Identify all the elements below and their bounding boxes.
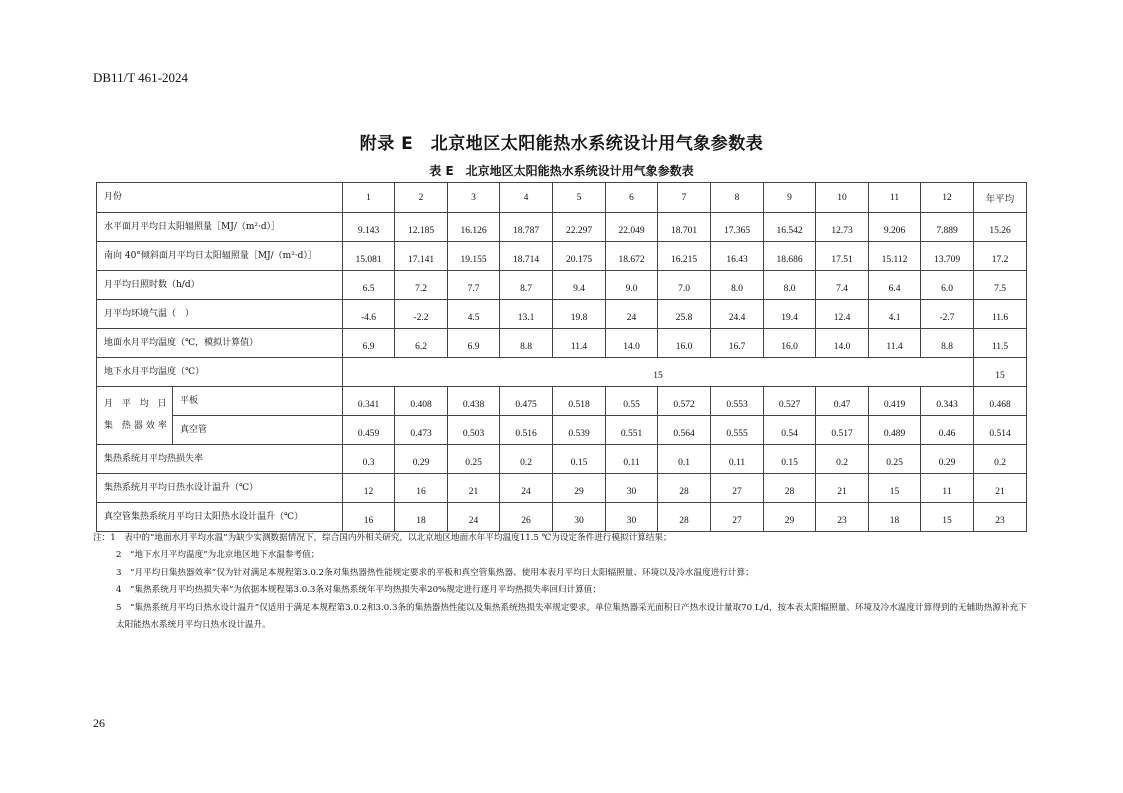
annual-header: 年平均 (974, 183, 1027, 213)
value-cell: 24 (448, 503, 500, 532)
value-cell: 0.516 (500, 416, 553, 445)
month-cell: 11 (869, 183, 921, 213)
value-cell: 24 (606, 300, 658, 329)
value-cell: 0.343 (921, 387, 974, 416)
value-cell: 28 (658, 474, 711, 503)
value-cell: 19.155 (448, 242, 500, 271)
climate-parameter-table (96, 182, 1027, 532)
month-cell: 3 (448, 183, 500, 213)
value-cell: 0.54 (764, 416, 816, 445)
month-cell: 5 (553, 183, 606, 213)
value-cell: 0.539 (553, 416, 606, 445)
row-label: 地面水月平均温度（℃，模拟计算值） (97, 329, 343, 358)
flat-plate-label: 平板 (173, 387, 343, 416)
value-cell: 16.542 (764, 213, 816, 242)
value-cell: 0.3 (343, 445, 395, 474)
table-row (97, 242, 1027, 271)
value-cell: 0.503 (448, 416, 500, 445)
value-cell: 13.709 (921, 242, 974, 271)
table-row (97, 416, 1027, 445)
value-cell: 22.297 (553, 213, 606, 242)
value-cell: 13.1 (500, 300, 553, 329)
table-row (97, 474, 1027, 503)
value-cell: 16.43 (711, 242, 764, 271)
value-cell: 0.473 (395, 416, 448, 445)
table-caption: 表 E 北京地区太阳能热水系统设计用气象参数表 (429, 164, 694, 178)
value-cell: 14.0 (606, 329, 658, 358)
value-cell: 30 (606, 503, 658, 532)
value-cell: 0.341 (343, 387, 395, 416)
row-label: 南向 40°倾斜面月平均日太阳辐照量［MJ/（m²·d）］ (97, 242, 343, 271)
value-cell: 0.11 (606, 445, 658, 474)
value-cell: 6.0 (921, 271, 974, 300)
row-label: 月平均环境气温（ ） (97, 300, 343, 329)
value-cell: 8.8 (500, 329, 553, 358)
row-label: 水平面月平均日太阳辐照量［MJ/（m²·d）］ (97, 213, 343, 242)
value-cell: 18 (869, 503, 921, 532)
value-cell: 30 (553, 503, 606, 532)
value-cell: 11.4 (869, 329, 921, 358)
value-cell: 6.2 (395, 329, 448, 358)
value-cell: 24 (500, 474, 553, 503)
value-cell: 18.701 (658, 213, 711, 242)
month-cell: 2 (395, 183, 448, 213)
month-cell: 8 (711, 183, 764, 213)
value-cell: 0.1 (658, 445, 711, 474)
value-cell: 25.8 (658, 300, 711, 329)
value-cell: 0.527 (764, 387, 816, 416)
annual-value-cell: 17.2 (974, 242, 1027, 271)
value-cell: 0.564 (658, 416, 711, 445)
value-cell: 12.73 (816, 213, 869, 242)
collector-efficiency-label: 月 平 均 日 集 热器效率 (97, 387, 173, 445)
note-5: 5 “集热系统月平均日热水设计温升”仅适用于满足本规程第3.0.2和3.0.3条的集热器热性能以及集热系统热损失率规定要求，单位集热器采光面积日产热水设计量取70 L/d，按本表太阳辐照量、环境及冷水温度计算得到的无辅助热源补充下太阳能热水系统月平均日热水设计温升。 (116, 602, 1027, 631)
month-cell: 7 (658, 183, 711, 213)
value-cell: 9.143 (343, 213, 395, 242)
value-cell: 4.1 (869, 300, 921, 329)
annual-value-cell: 23 (974, 503, 1027, 532)
page-number: 26 (93, 716, 105, 730)
annual-value-cell: 21 (974, 474, 1027, 503)
value-cell: 28 (764, 474, 816, 503)
value-cell: 0.572 (658, 387, 711, 416)
value-cell: -4.6 (343, 300, 395, 329)
value-cell: 7.0 (658, 271, 711, 300)
value-cell: 0.46 (921, 416, 974, 445)
value-cell: 23 (816, 503, 869, 532)
value-cell: 0.29 (395, 445, 448, 474)
value-cell: 0.55 (606, 387, 658, 416)
value-cell: 9.206 (869, 213, 921, 242)
value-cell: 7.7 (448, 271, 500, 300)
value-cell: 27 (711, 503, 764, 532)
value-cell: 16.0 (658, 329, 711, 358)
value-cell: 4.5 (448, 300, 500, 329)
value-cell: 21 (816, 474, 869, 503)
value-cell: 0.15 (553, 445, 606, 474)
value-cell: 14.0 (816, 329, 869, 358)
value-cell: 8.0 (711, 271, 764, 300)
value-cell: 0.15 (764, 445, 816, 474)
value-cell: 15.081 (343, 242, 395, 271)
value-cell: 18.672 (606, 242, 658, 271)
annual-value-cell: 11.5 (974, 329, 1027, 358)
month-cell: 9 (764, 183, 816, 213)
value-cell: 15 (869, 474, 921, 503)
value-cell: -2.7 (921, 300, 974, 329)
value-cell: 11 (921, 474, 974, 503)
table-row (97, 271, 1027, 300)
value-cell: 17.365 (711, 213, 764, 242)
value-cell: 29 (764, 503, 816, 532)
value-cell: 17.141 (395, 242, 448, 271)
table-row (97, 329, 1027, 358)
value-cell: 17.51 (816, 242, 869, 271)
annual-value-cell: 15 (974, 358, 1027, 387)
value-cell: 8.8 (921, 329, 974, 358)
value-cell: 9.0 (606, 271, 658, 300)
annual-value-cell: 0.468 (974, 387, 1027, 416)
value-cell: 0.518 (553, 387, 606, 416)
value-cell: 16.215 (658, 242, 711, 271)
table-row (97, 213, 1027, 242)
value-cell: 12 (343, 474, 395, 503)
table-row (97, 503, 1027, 532)
value-cell: 16.0 (764, 329, 816, 358)
value-cell: 8.7 (500, 271, 553, 300)
row-label: 月平均日照时数（h/d） (97, 271, 343, 300)
value-cell: 16.7 (711, 329, 764, 358)
value-cell: 12.4 (816, 300, 869, 329)
value-cell: 8.0 (764, 271, 816, 300)
annual-value-cell: 11.6 (974, 300, 1027, 329)
value-cell: 9.4 (553, 271, 606, 300)
value-cell: 16 (343, 503, 395, 532)
value-cell: 0.2 (500, 445, 553, 474)
value-cell: 0.408 (395, 387, 448, 416)
table-row (97, 387, 1027, 416)
value-cell: 7.889 (921, 213, 974, 242)
value-cell: 18.714 (500, 242, 553, 271)
value-cell: 29 (553, 474, 606, 503)
value-cell: 0.459 (343, 416, 395, 445)
value-cell: 0.25 (448, 445, 500, 474)
annual-value-cell: 7.5 (974, 271, 1027, 300)
month-cell: 4 (500, 183, 553, 213)
annual-value-cell: 15.26 (974, 213, 1027, 242)
value-cell: 12.185 (395, 213, 448, 242)
value-cell: 6.9 (343, 329, 395, 358)
month-header: 月份 (97, 183, 343, 213)
note-1: 注：1 表中的“地面水月平均水温”为缺少实测数据情况下，综合国内外相关研究，以北京地区地面水年平均温度11.5 ℃为设定条件进行模拟计算结果； (93, 533, 672, 543)
month-cell: 1 (343, 183, 395, 213)
value-cell: 0.2 (816, 445, 869, 474)
row-label: 真空管集热系统月平均日太阳热水设计温升（℃） (97, 503, 343, 532)
value-cell: 20.175 (553, 242, 606, 271)
table-row (97, 300, 1027, 329)
value-cell: 19.4 (764, 300, 816, 329)
table-row (97, 358, 1027, 387)
month-cell: 10 (816, 183, 869, 213)
value-cell: 6.5 (343, 271, 395, 300)
value-cell: 0.553 (711, 387, 764, 416)
value-cell: 7.4 (816, 271, 869, 300)
value-cell: 6.9 (448, 329, 500, 358)
value-cell: 0.438 (448, 387, 500, 416)
value-cell: 0.555 (711, 416, 764, 445)
value-cell: 0.517 (816, 416, 869, 445)
value-cell: 18 (395, 503, 448, 532)
note-4: 4 “集热系统月平均热损失率”为依据本规程第3.0.3条对集热系统年平均热损失率20%规定进行逐月平均热损失率回归计算值； (116, 585, 601, 596)
value-cell: 0.11 (711, 445, 764, 474)
value-cell: 16 (395, 474, 448, 503)
value-cell: 0.489 (869, 416, 921, 445)
value-cell: 0.475 (500, 387, 553, 416)
value-cell: 0.419 (869, 387, 921, 416)
value-cell: 22.049 (606, 213, 658, 242)
value-cell: 11.4 (553, 329, 606, 358)
note-2: 2 “地下水月平均温度”为北京地区地下水温参考值； (116, 550, 320, 561)
value-cell: -2.2 (395, 300, 448, 329)
merged-value-cell: 15 (343, 358, 974, 387)
month-cell: 6 (606, 183, 658, 213)
value-cell: 0.29 (921, 445, 974, 474)
row-label: 集热系统月平均热损失率 (97, 445, 343, 474)
value-cell: 7.2 (395, 271, 448, 300)
value-cell: 18.686 (764, 242, 816, 271)
standard-code: DB11/T 461-2024 (93, 70, 188, 85)
value-cell: 28 (658, 503, 711, 532)
value-cell: 0.551 (606, 416, 658, 445)
table-notes (93, 530, 1028, 634)
value-cell: 21 (448, 474, 500, 503)
value-cell: 26 (500, 503, 553, 532)
value-cell: 27 (711, 474, 764, 503)
value-cell: 15.112 (869, 242, 921, 271)
row-label: 集热系统月平均日热水设计温升（℃） (97, 474, 343, 503)
value-cell: 18.787 (500, 213, 553, 242)
value-cell: 6.4 (869, 271, 921, 300)
appendix-title: 附录 E 北京地区太阳能热水系统设计用气象参数表 (359, 134, 764, 154)
vacuum-tube-label: 真空管 (173, 416, 343, 445)
value-cell: 16.126 (448, 213, 500, 242)
value-cell: 0.25 (869, 445, 921, 474)
month-cell: 12 (921, 183, 974, 213)
row-label: 地下水月平均温度（℃） (97, 358, 343, 387)
note-3: 3 “月平均日集热器效率”仅为针对满足本规程第3.0.2条对集热器热性能规定要求的平板和真空管集热器、使用本表月平均日太阳辐照量、环境以及冷水温度进行计算； (116, 567, 754, 578)
table-row (97, 445, 1027, 474)
value-cell: 19.8 (553, 300, 606, 329)
value-cell: 24.4 (711, 300, 764, 329)
annual-value-cell: 0.514 (974, 416, 1027, 445)
table-row (97, 183, 1027, 213)
annual-value-cell: 0.2 (974, 445, 1027, 474)
value-cell: 0.47 (816, 387, 869, 416)
value-cell: 30 (606, 474, 658, 503)
value-cell: 15 (921, 503, 974, 532)
